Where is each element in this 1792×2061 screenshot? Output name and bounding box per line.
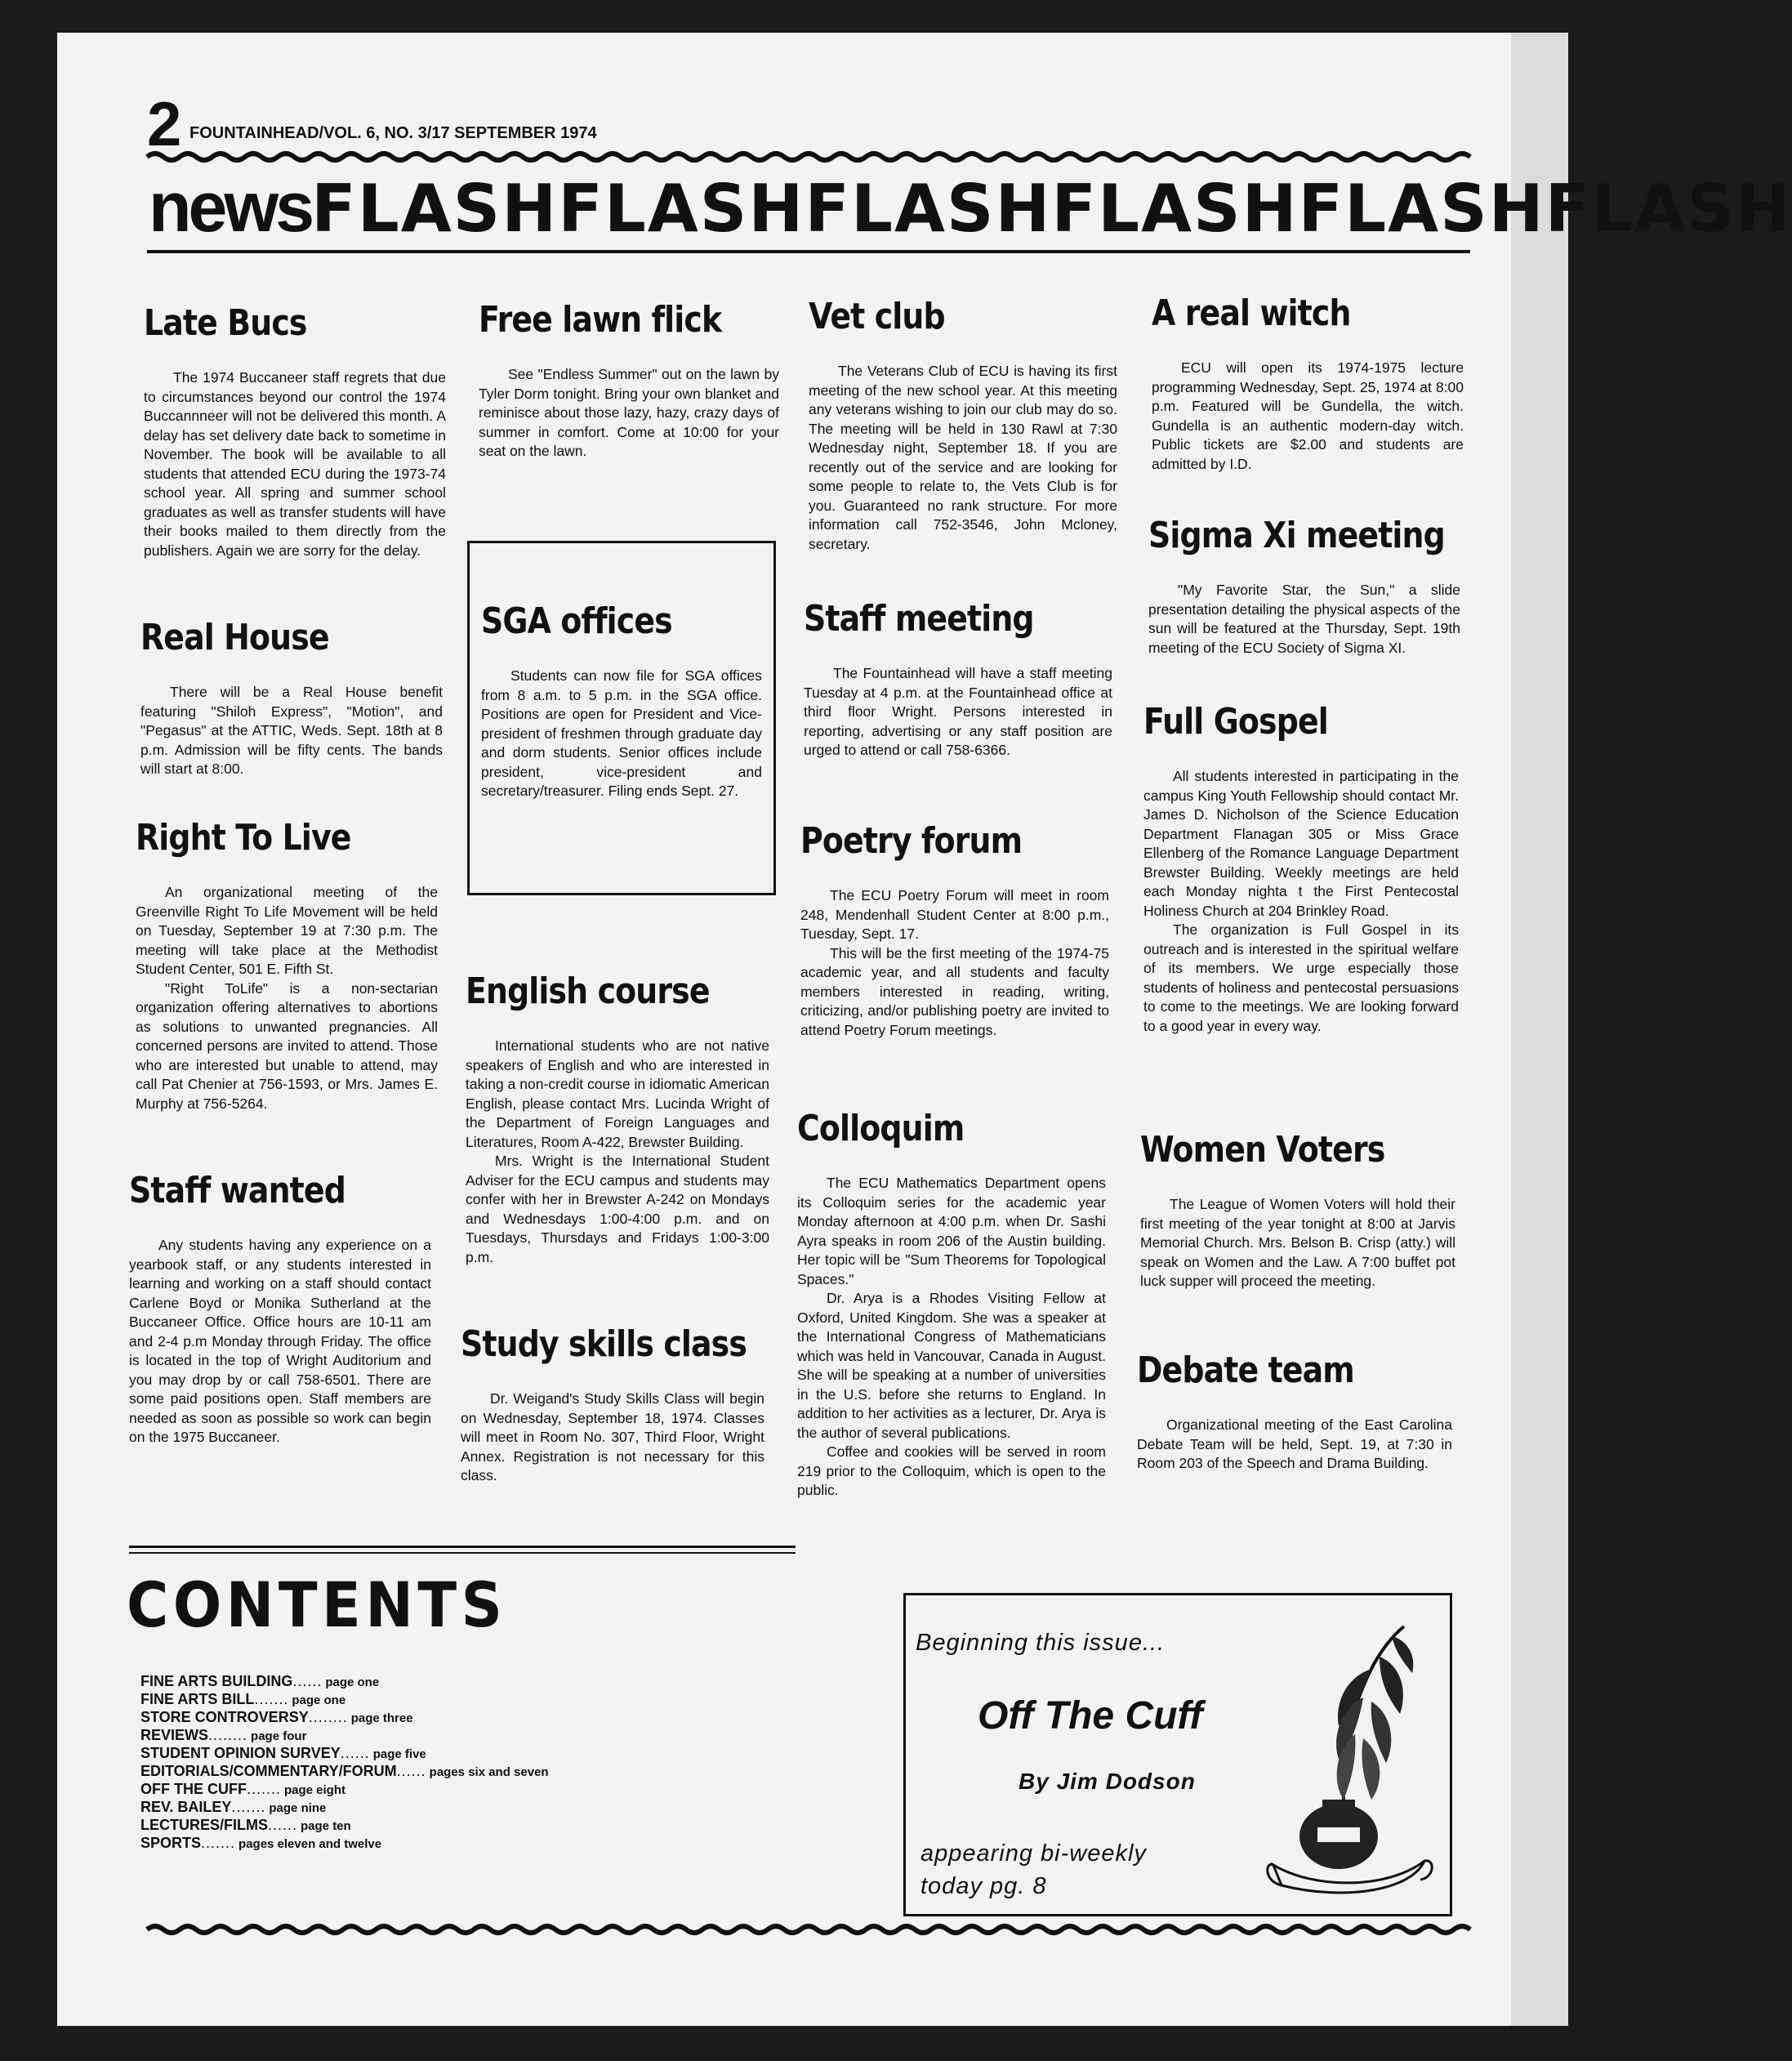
contents-item[interactable]: OFF THE CUFF....... page eight xyxy=(140,1781,346,1797)
promo-lead: Beginning this issue... xyxy=(916,1630,1166,1656)
banner-news: news xyxy=(149,168,312,247)
article-study-skills xyxy=(461,1323,764,1486)
contents-item[interactable]: LECTURES/FILMS...... page ten xyxy=(140,1817,351,1833)
article-poetry-forum xyxy=(800,820,1109,1040)
contents-item[interactable]: FINE ARTS BILL....... page one xyxy=(140,1691,346,1707)
article-body: The ECU Poetry Forum will meet in room 248, Mendenhall Student Center at 8:00 p.m., Tuesday, Sept. 17. xyxy=(800,887,1109,942)
article-body: Organizational meeting of the East Carolina Debate Team will be held, Sept. 19, at 7:30 in Room 203 of the Speech and Drama Building. xyxy=(1137,1416,1452,1471)
article-colloquim xyxy=(797,1108,1106,1501)
headline: Colloquim xyxy=(797,1108,965,1149)
promo-page: today pg. 8 xyxy=(921,1873,1047,1899)
quill-inkwell-icon xyxy=(1249,1620,1437,1902)
page-edge xyxy=(1511,33,1568,2026)
article-body: ECU will open its 1974-1975 lecture programming Wednesday, Sept. 25, 1974 at 8:00 p.m. Featured will be Gundella, the witch. Gundella is an authentic modern-day witch. Public tickets are $2.00 and students are admitted by I.D. xyxy=(1152,359,1464,472)
banner-flash: FLASHFLASHFLASHFLASHFLASHFLASH xyxy=(311,171,1792,247)
page-number: 2 xyxy=(147,90,182,159)
sga-box xyxy=(467,541,776,895)
article-body: The 1974 Buccaneer staff regrets that due to circumstances beyond our control the 1974 Buccannneer will not be delivered this month. A delay has set delivery date back to sometime in November. The book will be available to all students that attended ECU during the 1973-74 school year. All spring and summer school graduates as well as transfer students will have their books mailed to them directly from the publishers. Again we are sorry for the delay. xyxy=(144,369,446,559)
article-body: The ECU Mathematics Department opens its Colloquim series for the academic year Monday afternoon at 4:00 p.m. when Dr. Sashi Ayra speaks in room 206 of the Austin building. Her topic will be "Sum Theorems for Topological Spaces." xyxy=(797,1175,1106,1287)
promo-byline: By Jim Dodson xyxy=(1019,1769,1196,1794)
contents-item[interactable]: FINE ARTS BUILDING...... page one xyxy=(140,1673,380,1689)
wavy-rule-top xyxy=(147,150,1470,163)
headline: SGA offices xyxy=(481,600,672,642)
article-body: This will be the first meeting of the 1974-75 academic year, and all students and faculty members interested in reading, writing, criticizing, and/or publishing poetry are invited to attend Poetry Forum meetings. xyxy=(800,944,1109,1038)
promo-title: Off The Cuff xyxy=(978,1694,1203,1738)
article-body: Students can now file for SGA offices from 8 a.m. to 5 p.m. in the SGA office. Positions are open for President and Vice-president of freshmen through graduate day and dorm students. Senior offices include president, vice-president and secretary/treasurer. Filing ends Sept. 27. xyxy=(481,667,762,799)
article-body: Dr. Arya is a Rhodes Visiting Fellow at Oxford, United Kingdom. She was a speaker at the International Congress of Mathematicians which was held in Vancouvar, Canada in August. She will be speaking at a number of universities in the U.S. before she returns to England. In addition to her activities as a lecturer, Dr. Arya is the author of several publications. xyxy=(797,1290,1106,1441)
article-body: There will be a Real House benefit featuring "Shiloh Express", "Motion", and "Pegasus" at the ATTIC, Weds. Sept. 18th at 8 p.m. Admission will be fifty cents. The bands will start at 8:00. xyxy=(140,684,443,777)
promo-schedule: appearing bi-weekly xyxy=(921,1840,1147,1867)
headline: Sigma Xi meeting xyxy=(1148,515,1445,556)
article-full-gospel xyxy=(1143,701,1459,1036)
article-late-bucs xyxy=(144,302,446,560)
article-body: International students who are not native speakers of English and who are interested in taking a non-credit course in idiomatic American English, please contact Mrs. Lucinda Wright of the Department of Foreign Languages and Literatures, Room A-422, Brewster Building. xyxy=(466,1037,769,1150)
contents-item[interactable]: STUDENT OPINION SURVEY...... page five xyxy=(140,1745,426,1761)
headline: Late Bucs xyxy=(144,302,307,344)
article-real-house xyxy=(140,617,443,779)
contents-rule-bottom xyxy=(129,1552,796,1554)
headline: Real House xyxy=(140,617,329,658)
headline: Vet club xyxy=(809,296,945,337)
contents-rule-top xyxy=(129,1546,796,1548)
article-body: See "Endless Summer" out on the lawn by Tyler Dorm tonight. Bring your own blanket and reminisce about those lazy, hazy, crazy days of summer in comfort. Come at 10:00 for your seat on the lawn. xyxy=(479,366,779,459)
headline: Staff meeting xyxy=(804,598,1034,640)
contents-list xyxy=(140,1673,712,1853)
article-women-voters xyxy=(1140,1129,1455,1291)
article-body: Any students having any experience on a yearbook staff, or any students interested in learning and working on a staff should contact Carlene Boyd or Monika Sutherland at the Buccaneer Office. Office hours are 10-11 am and 2-4 p.m Monday through Friday. The office is located in the top of Wright Auditorium and you may drop by or call 758-6501. There are some paid positions open. Staff members are needed as soon as possible so work can begin on the 1975 Buccaneer. xyxy=(129,1237,431,1445)
article-body: "My Favorite Star, the Sun," a slide presentation detailing the physical aspects of the sun will be featured at the Thursday, Sept. 19th meeting of the ECU Society of Sigma XI. xyxy=(1148,582,1460,656)
article-english-course xyxy=(466,970,769,1267)
contents-item[interactable]: SPORTS....... pages eleven and twelve xyxy=(140,1835,382,1851)
article-staff-wanted xyxy=(129,1170,431,1448)
article-sga-offices xyxy=(481,600,762,801)
contents-item[interactable]: STORE CONTROVERSY........ page three xyxy=(140,1709,413,1725)
contents-item[interactable]: REVIEWS........ page four xyxy=(140,1727,307,1743)
article-body: "Right ToLife" is a non-sectarian organization offering alternatives to abortions as solutions to unwanted pregnancies. All concerned persons are invited to attend. Those who are interested but unable to attend, may call Pat Chenier at 756-1593, or Mrs. James E. Murphy at 756-5264. xyxy=(136,979,438,1112)
article-body: The Veterans Club of ECU is having its first meeting of the new school year. At this meeting any veterans wishing to join our club may do so. The meeting will be held in 130 Rawl at 7:30 Wednesday night, September 18. If you are recently out of the service and are looking for some people to relate to, the Vets Club is for you. Guaranteed no rank structure. For more information call 752-3546, John Mcloney, secretary. xyxy=(809,363,1117,552)
banner-rule xyxy=(147,250,1470,253)
headline: Right To Live xyxy=(136,817,351,859)
headline: Free lawn flick xyxy=(479,299,722,341)
publication-line: FOUNTAINHEAD/VOL. 6, NO. 3/17 SEPTEMBER 1974 xyxy=(189,124,597,142)
article-body: An organizational meeting of the Greenville Right To Life Movement will be held on Tuesday, September 19 at 7:30 p.m. The meeting will take place at the Methodist Student Center, 501 E. Fifth St. xyxy=(136,884,438,977)
article-body: Dr. Weigand's Study Skills Class will begin on Wednesday, September 18, 1974. Classes will meet in Room No. 307, Third Floor, Wright Annex. Registration is not necessary for this class. xyxy=(461,1390,764,1483)
off-the-cuff-box[interactable] xyxy=(903,1593,1452,1916)
headline: English course xyxy=(466,970,710,1012)
headline: A real witch xyxy=(1152,292,1351,334)
article-body: All students interested in participating in the campus King Youth Fellowship should contact Mr. James D. Nicholson of the Science Education Department Flanagan 305 or Miss Grace Ellenberg of the Romance Language Department Brewster Building. Weekly meetings are held each Monday nighta t the First Pentecostal Holiness Church at 204 Brinkley Road. xyxy=(1143,768,1459,919)
headline: Study skills class xyxy=(461,1323,747,1365)
contents-title: CONTENTS xyxy=(127,1568,507,1641)
article-free-lawn-flick xyxy=(479,299,779,462)
article-right-to-live xyxy=(136,817,438,1113)
wavy-rule-bottom xyxy=(147,1923,1470,1936)
article-vet-club xyxy=(809,296,1117,554)
headline: Poetry forum xyxy=(800,820,1023,862)
article-real-witch xyxy=(1152,292,1464,474)
article-body: The League of Women Voters will hold their first meeting of the year tonight at 8:00 at Jarvis Memorial Church. Mrs. Belson B. Crisp (atty.) will speak on Women and the Law. A 7:00 buffet pot luck supper will proceed the meeting. xyxy=(1140,1196,1455,1289)
headline: Women Voters xyxy=(1140,1129,1385,1171)
contents-item[interactable]: EDITORIALS/COMMENTARY/FORUM...... pages six and seven xyxy=(140,1763,549,1779)
article-body: Coffee and cookies will be served in room 219 prior to the Colloquim, which is open to the public. xyxy=(797,1443,1106,1498)
newsflash-banner xyxy=(149,167,1792,249)
headline: Debate team xyxy=(1137,1349,1354,1391)
article-body: The Fountainhead will have a staff meeting Tuesday at 4 p.m. at the Fountainhead office at third floor Wright. Persons interested in reporting, advertising or any staff position are urged to attend or call 758-6366. xyxy=(804,665,1112,758)
article-debate-team xyxy=(1137,1349,1452,1474)
article-body: The organization is Full Gospel in its outreach and is interested in the spiritual welfare of its members. We urge especially those students of holiness and pentecostal persuasions to come to the meetings. We are looking forward to a good year in every way. xyxy=(1143,921,1459,1034)
article-body: Mrs. Wright is the International Student Adviser for the ECU campus and students may confer with her in Brewster A-242 on Mondays and Wednesdays 1:00-4:00 p.m. and on Tuesdays, Thursdays and Fridays 1:00-3:00 p.m. xyxy=(466,1153,769,1265)
headline: Staff wanted xyxy=(129,1170,345,1211)
contents-item[interactable]: REV. BAILEY....... page nine xyxy=(140,1799,327,1815)
masthead xyxy=(147,90,1470,159)
headline: Full Gospel xyxy=(1143,701,1328,743)
article-staff-meeting xyxy=(804,598,1112,761)
article-sigma-xi xyxy=(1148,515,1460,658)
